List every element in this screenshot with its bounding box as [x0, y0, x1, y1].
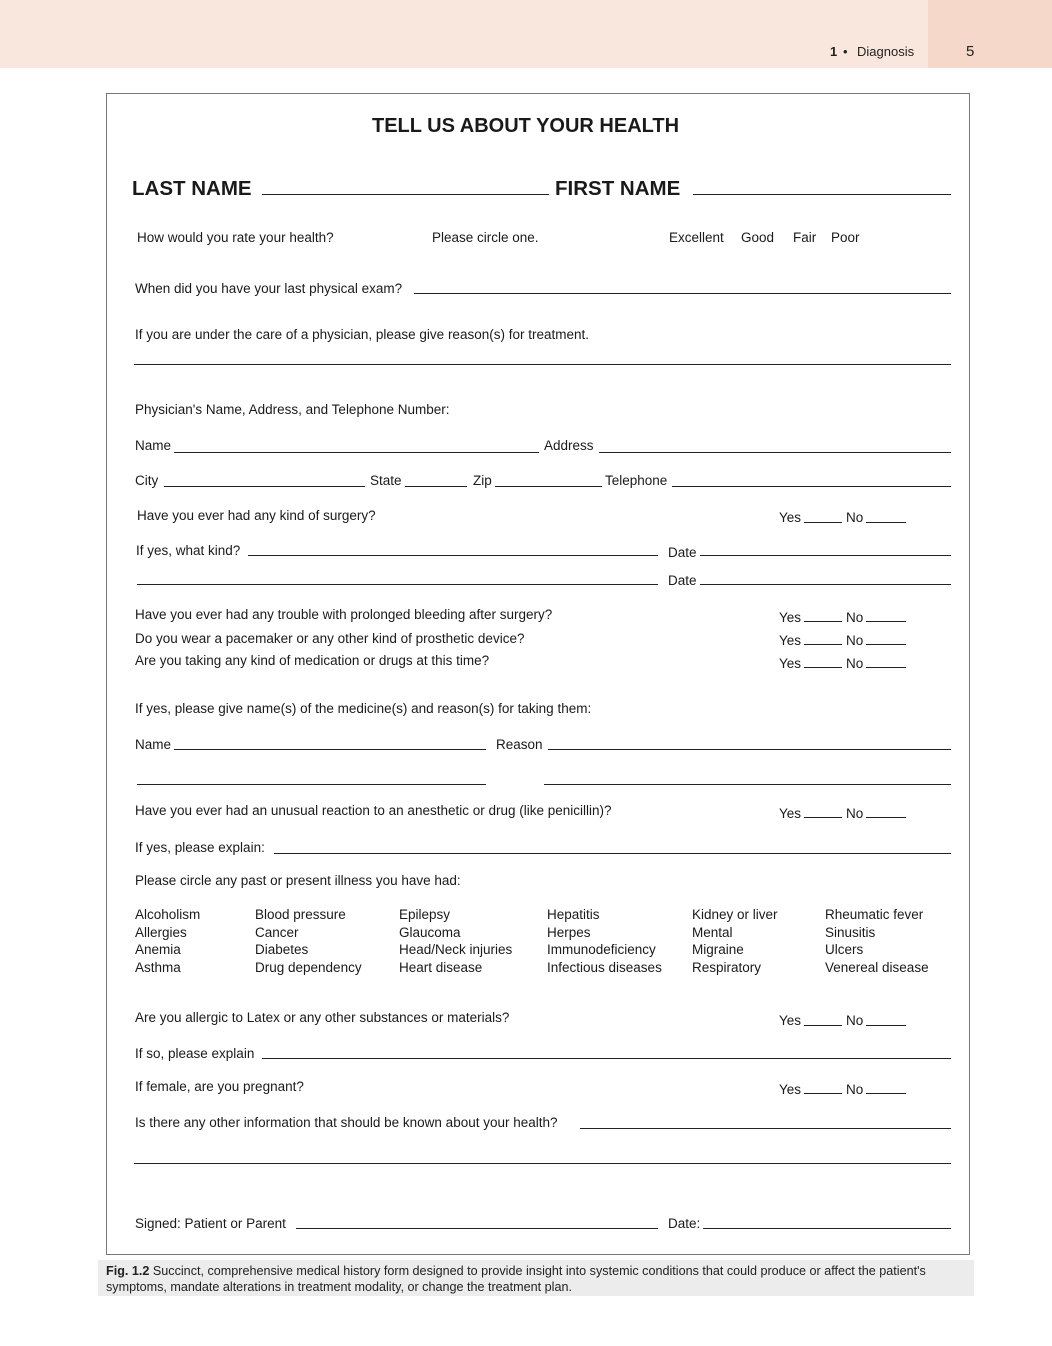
bleeding-yes-field[interactable]: [804, 621, 842, 622]
latex-question: Are you allergic to Latex or any other substances or materials?: [135, 1010, 510, 1025]
illness-option[interactable]: Immunodeficiency: [547, 942, 656, 957]
last-name-field[interactable]: [262, 194, 549, 195]
no-label: No: [846, 1013, 864, 1028]
medicine-reason-field-2[interactable]: [544, 784, 951, 785]
illness-option[interactable]: Mental: [692, 925, 733, 940]
illness-option[interactable]: Alcoholism: [135, 907, 201, 922]
date-label: Date: [668, 545, 697, 560]
reaction-question: Have you ever had an unusual reaction to an anesthetic or drug (like penicillin)?: [135, 803, 612, 818]
city-label: City: [135, 473, 159, 488]
first-name-field[interactable]: [693, 194, 951, 195]
circle-one-instruction: Please circle one.: [432, 230, 539, 245]
rating-option[interactable]: Excellent: [669, 230, 724, 245]
city-field[interactable]: [164, 486, 365, 487]
surgery-kind-label: If yes, what kind?: [136, 543, 241, 558]
yes-label: Yes: [779, 656, 802, 671]
chapter-number: 1: [830, 44, 838, 59]
medication-question: Are you taking any kind of medication or drugs at this time?: [135, 653, 490, 668]
pacemaker-yes-field[interactable]: [804, 644, 842, 645]
signature-date-label: Date:: [668, 1216, 701, 1231]
header-bullet: •: [843, 44, 848, 59]
rate-health-question: How would you rate your health?: [137, 230, 334, 245]
illness-option[interactable]: Diabetes: [255, 942, 309, 957]
reason-label: Reason: [496, 737, 543, 752]
latex-explain-label: If so, please explain: [135, 1046, 255, 1061]
surgery-date-field[interactable]: [700, 555, 951, 556]
illness-option[interactable]: Ulcers: [825, 942, 864, 957]
bleeding-question: Have you ever had any trouble with prolonged bleeding after surgery?: [135, 607, 553, 622]
yes-label: Yes: [779, 1082, 802, 1097]
illness-option[interactable]: Glaucoma: [399, 925, 461, 940]
pacemaker-question: Do you wear a pacemaker or any other kind of prosthetic device?: [135, 631, 525, 646]
medicine-name-field[interactable]: [174, 749, 486, 750]
physician-name-label: Name: [135, 438, 172, 453]
rating-option[interactable]: Good: [741, 230, 775, 245]
latex-yes-field[interactable]: [804, 1025, 842, 1026]
yes-label: Yes: [779, 633, 802, 648]
telephone-label: Telephone: [605, 473, 668, 488]
medicine-names-instruction: If yes, please give name(s) of the medicine(s) and reason(s) for taking them:: [135, 701, 592, 716]
medication-no-field[interactable]: [866, 667, 906, 668]
medicine-reason-field[interactable]: [548, 749, 951, 750]
telephone-field[interactable]: [672, 486, 951, 487]
yes-label: Yes: [779, 610, 802, 625]
zip-label: Zip: [473, 473, 492, 488]
illness-option[interactable]: Respiratory: [692, 960, 762, 975]
illness-option[interactable]: Heart disease: [399, 960, 483, 975]
illness-option[interactable]: Allergies: [135, 925, 187, 940]
no-label: No: [846, 1082, 864, 1097]
pregnant-question: If female, are you pregnant?: [135, 1079, 304, 1094]
no-label: No: [846, 656, 864, 671]
surgery-yes-field[interactable]: [804, 522, 842, 523]
figure-caption-text: Succinct, comprehensive medical history form designed to provide insight into systemic conditions that could produce or affect the patient's symptoms, mandate alterations in treatment modality, or change the treatment plan.: [106, 1264, 926, 1294]
illness-option[interactable]: Migraine: [692, 942, 744, 957]
no-label: No: [846, 806, 864, 821]
reaction-explain-label: If yes, please explain:: [135, 840, 265, 855]
yes-label: Yes: [779, 1013, 802, 1028]
reaction-no-field[interactable]: [866, 817, 906, 818]
pregnant-no-field[interactable]: [866, 1093, 906, 1094]
chapter-title: Diagnosis: [857, 44, 915, 59]
bleeding-no-field[interactable]: [866, 621, 906, 622]
state-label: State: [370, 473, 402, 488]
page-number-band: [928, 0, 1052, 68]
surgery-question: Have you ever had any kind of surgery?: [137, 508, 376, 523]
latex-explain-field[interactable]: [262, 1058, 951, 1059]
illness-instruction: Please circle any past or present illness you have had:: [135, 873, 461, 888]
page-number: 5: [966, 43, 975, 60]
medication-yes-field[interactable]: [804, 667, 842, 668]
reaction-explain-field[interactable]: [274, 853, 951, 854]
surgery-date-field-2[interactable]: [700, 584, 951, 585]
form-title: TELL US ABOUT YOUR HEALTH: [372, 115, 680, 137]
no-label: No: [846, 610, 864, 625]
surgery-no-field[interactable]: [866, 522, 906, 523]
no-label: No: [846, 510, 864, 525]
illness-option[interactable]: Infectious diseases: [547, 960, 662, 975]
rating-option[interactable]: Fair: [793, 230, 817, 245]
last-exam-field[interactable]: [414, 293, 951, 294]
surgery-kind-field[interactable]: [248, 555, 658, 556]
illness-option[interactable]: Anemia: [135, 942, 181, 957]
illness-option[interactable]: Rheumatic fever: [825, 907, 924, 922]
physician-name-field[interactable]: [174, 452, 539, 453]
other-info-field[interactable]: [580, 1128, 951, 1129]
first-name-label: FIRST NAME: [555, 177, 681, 200]
date-label: Date: [668, 573, 697, 588]
illness-option[interactable]: Head/Neck injuries: [399, 942, 513, 957]
latex-no-field[interactable]: [866, 1025, 906, 1026]
treatment-reason-field[interactable]: [134, 364, 951, 365]
figure-label: Fig. 1.2: [106, 1264, 150, 1278]
illness-option[interactable]: Kidney or liver: [692, 907, 778, 922]
physician-care-question: If you are under the care of a physician, please give reason(s) for treatment.: [135, 327, 589, 342]
medicine-name-label: Name: [135, 737, 172, 752]
other-info-field-2[interactable]: [134, 1163, 951, 1164]
illness-option[interactable]: Sinusitis: [825, 925, 876, 940]
medicine-name-field-2[interactable]: [137, 784, 486, 785]
yes-label: Yes: [779, 806, 802, 821]
address-label: Address: [544, 438, 594, 453]
last-exam-question: When did you have your last physical exam?: [135, 281, 403, 296]
last-name-label: LAST NAME: [132, 177, 252, 200]
other-info-question: Is there any other information that should be known about your health?: [135, 1115, 558, 1130]
state-field[interactable]: [405, 486, 467, 487]
header-band: [0, 0, 928, 68]
signature-date-field[interactable]: [703, 1228, 951, 1229]
address-field[interactable]: [599, 452, 951, 453]
illness-option[interactable]: Blood pressure: [255, 907, 346, 922]
illness-option[interactable]: Hepatitis: [547, 907, 600, 922]
physician-info-heading: Physician's Name, Address, and Telephone Number:: [135, 402, 450, 417]
surgery-kind-field-2[interactable]: [137, 584, 658, 585]
rating-option[interactable]: Poor: [831, 230, 860, 245]
illness-option[interactable]: Epilepsy: [399, 907, 451, 922]
pregnant-yes-field[interactable]: [804, 1093, 842, 1094]
pacemaker-no-field[interactable]: [866, 644, 906, 645]
yes-label: Yes: [779, 510, 802, 525]
no-label: No: [846, 633, 864, 648]
signature-field[interactable]: [296, 1228, 658, 1229]
illness-option[interactable]: Asthma: [135, 960, 181, 975]
zip-field[interactable]: [495, 486, 602, 487]
signature-label: Signed: Patient or Parent: [135, 1216, 286, 1231]
reaction-yes-field[interactable]: [804, 817, 842, 818]
illness-option[interactable]: Cancer: [255, 925, 299, 940]
illness-option[interactable]: Drug dependency: [255, 960, 362, 975]
figure-caption: [98, 1260, 974, 1296]
illness-option[interactable]: Venereal disease: [825, 960, 929, 975]
illness-option[interactable]: Herpes: [547, 925, 591, 940]
